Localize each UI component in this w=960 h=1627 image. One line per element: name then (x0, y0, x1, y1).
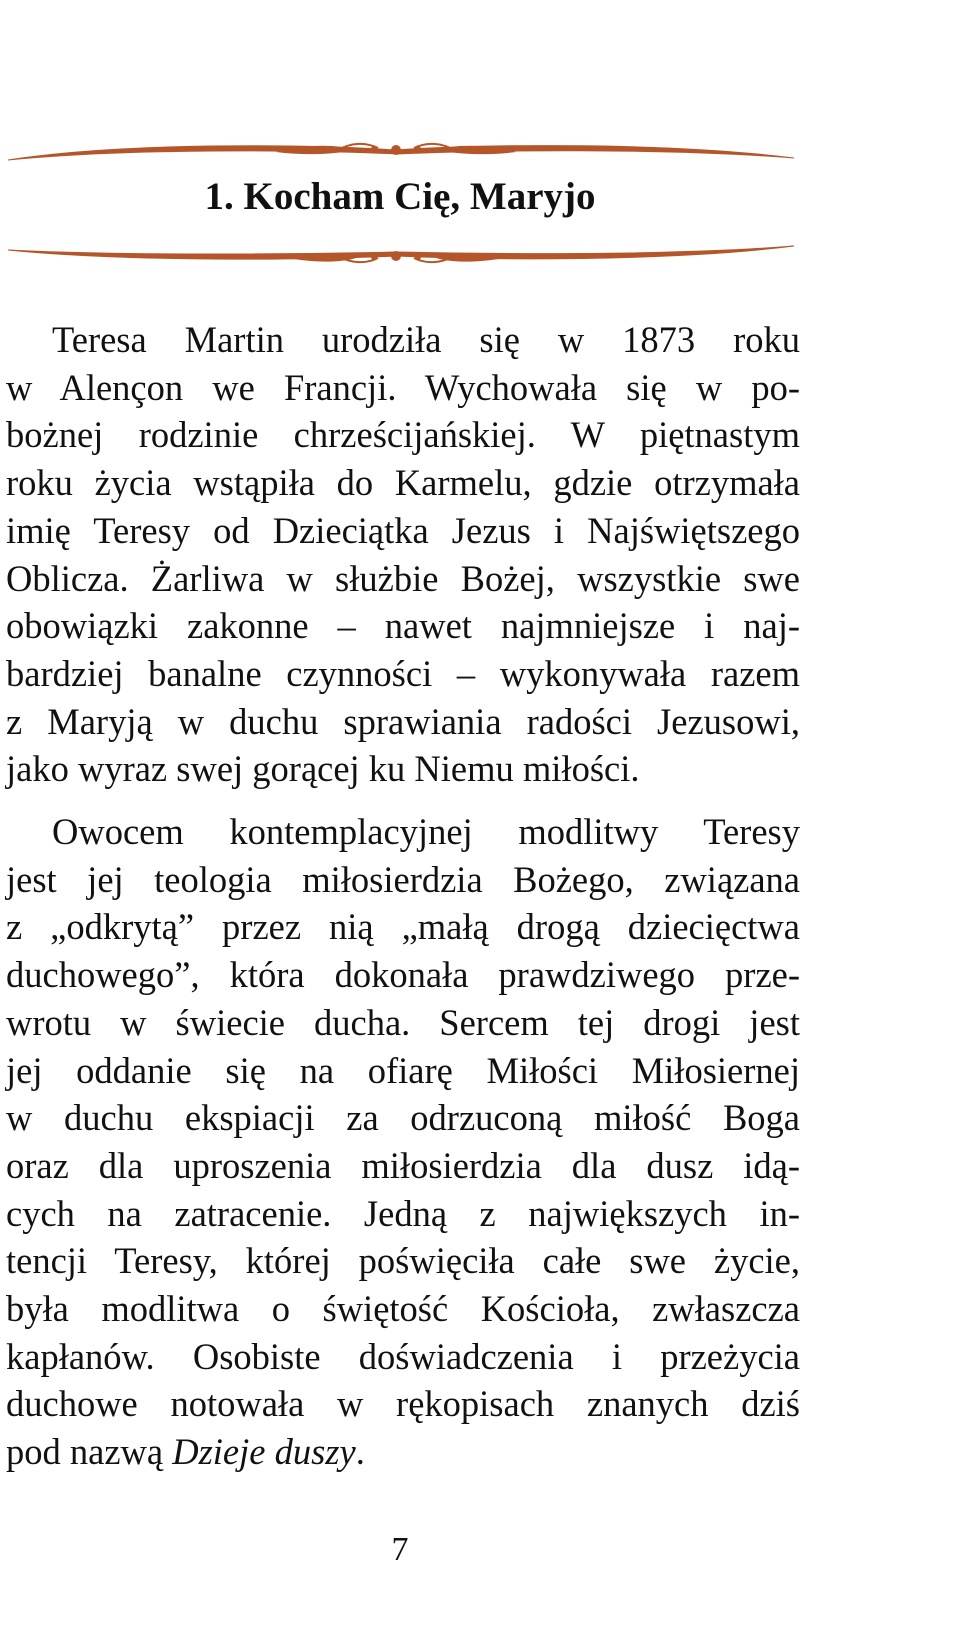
text-line: w Alençon we Francji. Wychowała się w po- (6, 366, 800, 408)
paragraph-1 (6, 316, 800, 793)
text-line: wrotu w świecie ducha. Sercem tej drogi jest (6, 1001, 800, 1043)
text-line: kapłanów. Osobiste doświadczenia i przeżycia (6, 1335, 800, 1377)
bottom-ornament-icon (6, 244, 796, 284)
text-line: z Maryją w duchu sprawiania radości Jezusowi, (6, 700, 800, 742)
text-line: Oblicza. Żarliwa w służbie Bożej, wszystkie swe (6, 557, 800, 599)
text-line: jest jej teologia miłosierdzia Bożego, związana (6, 858, 800, 900)
text-line: jej oddanie się na ofiarę Miłości Miłosiernej (6, 1049, 800, 1091)
text-line: w duchu ekspiacji za odrzuconą miłość Boga (6, 1097, 800, 1139)
text-line-last (6, 1428, 800, 1476)
text-line: jako wyraz swej gorącej ku Niemu miłości. (6, 748, 640, 790)
text-line: duchowe notowała w rękopisach znanych dziś (6, 1383, 800, 1425)
text-line: była modlitwa o świętość Kościoła, zwłaszcza (6, 1288, 800, 1330)
text-line: Teresa Martin urodziła się w 1873 roku (52, 319, 800, 360)
book-title: Dzieje duszy (172, 1431, 356, 1473)
text-line: bardziej banalne czynności – wykonywała razem (6, 652, 800, 694)
text-line: Owocem kontemplacyjnej modlitwy Teresy (52, 811, 800, 852)
text-line: obowiązki zakonne – nawet najmniejsze i naj- (6, 605, 800, 647)
text-line: cych na zatracenie. Jedną z największych in- (6, 1192, 800, 1234)
top-ornament-icon (6, 134, 796, 174)
text-line: roku życia wstąpiła do Karmelu, gdzie otrzymała (6, 462, 800, 504)
text-line: z „odkrytą” przez nią „małą drogą dziecięctwa (6, 906, 800, 948)
page-number: 7 (391, 1531, 409, 1568)
text-fragment: . (355, 1431, 365, 1473)
text-line: oraz dla uproszenia miłosierdzia dla dusz idą- (6, 1144, 800, 1186)
text-fragment: pod nazwą (6, 1431, 173, 1473)
text-line: duchowego”, która dokonała prawdziwego prze- (6, 954, 800, 996)
chapter-title: 1. Kocham Cię, Maryjo (204, 175, 596, 218)
text-line: imię Teresy od Dzieciątka Jezus i Najświętszego (6, 509, 800, 551)
paragraph-2 (6, 808, 800, 1476)
text-line: tencji Teresy, której poświęciła całe swe życie, (6, 1240, 800, 1282)
text-line: bożnej rodzinie chrześcijańskiej. W piętnastym (6, 414, 800, 456)
